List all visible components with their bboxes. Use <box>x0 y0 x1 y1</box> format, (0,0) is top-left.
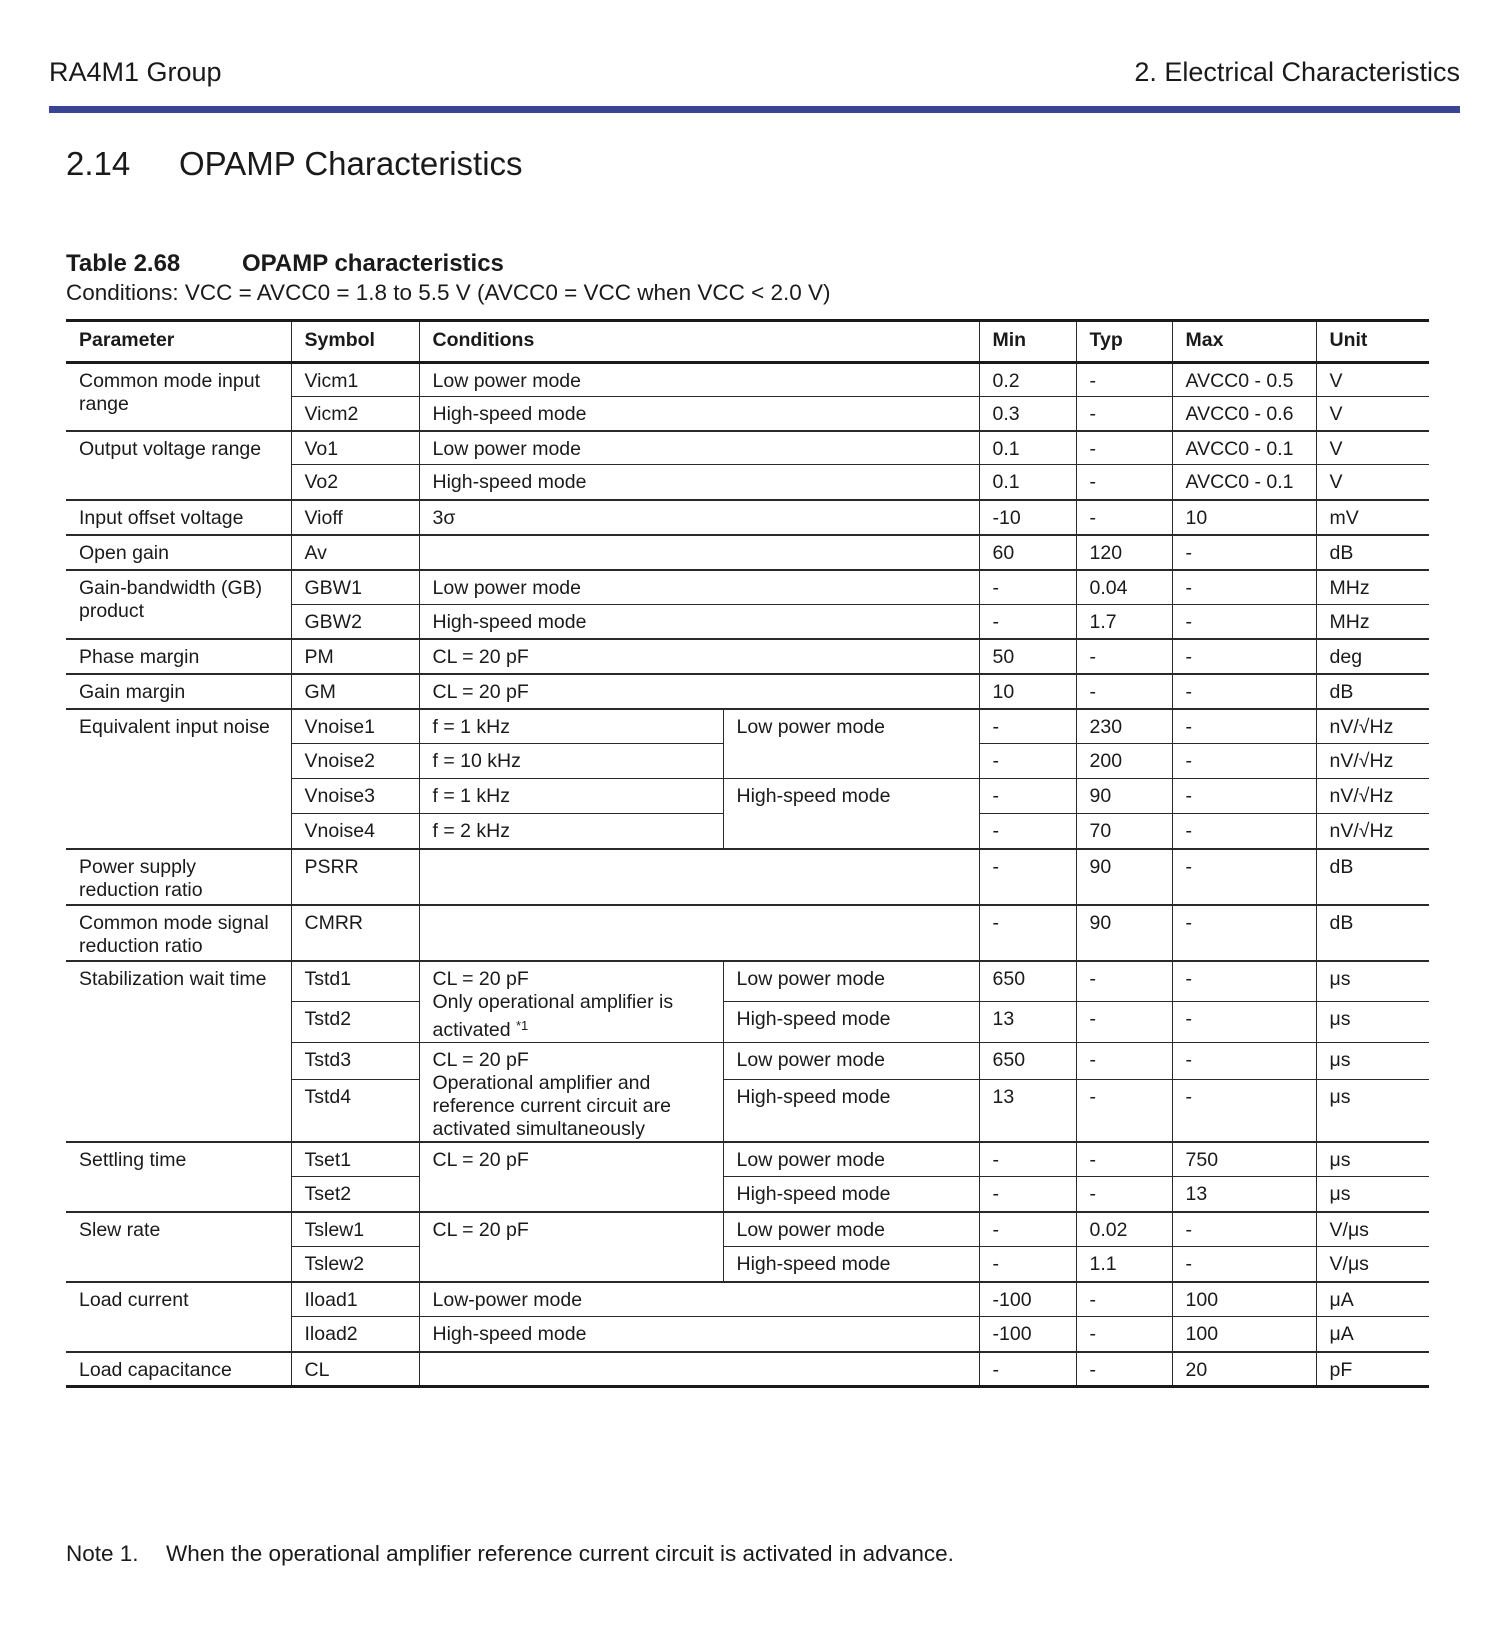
condition-cell <box>419 535 979 570</box>
max-cell: - <box>1172 1042 1316 1079</box>
max-cell: - <box>1172 1247 1316 1282</box>
param-cell: Phase margin <box>66 639 291 674</box>
typ-cell: 200 <box>1076 744 1172 779</box>
min-cell: 13 <box>979 1001 1076 1042</box>
condition-line <box>433 991 711 1042</box>
mode-cell: High-speed mode <box>723 1001 979 1042</box>
unit-cell: nV/√Hz <box>1316 709 1429 744</box>
typ-cell: 1.7 <box>1076 605 1172 639</box>
min-cell: - <box>979 905 1076 961</box>
unit-cell: μs <box>1316 1079 1429 1141</box>
typ-cell: - <box>1076 1042 1172 1079</box>
min-cell: - <box>979 1142 1076 1177</box>
max-cell: 750 <box>1172 1142 1316 1177</box>
typ-cell: - <box>1076 500 1172 535</box>
min-cell: - <box>979 744 1076 779</box>
table-caption <box>66 250 504 278</box>
max-cell: AVCC0 - 0.1 <box>1172 465 1316 500</box>
symbol-cell: CMRR <box>291 905 419 961</box>
col-header-min: Min <box>979 321 1076 363</box>
typ-cell: 1.1 <box>1076 1247 1172 1282</box>
condition-cell: High-speed mode <box>419 465 979 500</box>
max-cell: 100 <box>1172 1282 1316 1317</box>
min-cell: -100 <box>979 1317 1076 1352</box>
condition-cell: CL = 20 pF <box>419 1212 723 1282</box>
typ-cell: - <box>1076 961 1172 1002</box>
note-label: Note 1. <box>66 1541 139 1566</box>
condition-cell: High-speed mode <box>419 605 979 639</box>
condition-cell: f = 1 kHz <box>419 709 723 744</box>
table-conditions: Conditions: VCC = AVCC0 = 1.8 to 5.5 V (AVCC0 = VCC when VCC < 2.0 V) <box>66 280 831 305</box>
max-cell: 10 <box>1172 500 1316 535</box>
unit-cell: dB <box>1316 674 1429 709</box>
symbol-cell: GM <box>291 674 419 709</box>
condition-line: Operational amplifier and reference current circuit are activated simultaneously <box>432 1071 671 1140</box>
symbol-cell: Vnoise1 <box>291 709 419 744</box>
mode-cell: Low power mode <box>723 709 979 779</box>
unit-cell: nV/√Hz <box>1316 744 1429 779</box>
symbol-cell: Vioff <box>291 500 419 535</box>
min-cell: 10 <box>979 674 1076 709</box>
table-row <box>66 535 1429 570</box>
symbol-cell: PM <box>291 639 419 674</box>
min-cell: - <box>979 779 1076 814</box>
mode-cell: High-speed mode <box>723 1079 979 1141</box>
min-cell: - <box>979 605 1076 639</box>
unit-cell: dB <box>1316 905 1429 961</box>
unit-cell: nV/√Hz <box>1316 814 1429 849</box>
max-cell: AVCC0 - 0.1 <box>1172 431 1316 465</box>
param-cell: Output voltage range <box>66 431 291 500</box>
condition-cell: 3σ <box>419 500 979 535</box>
typ-cell: - <box>1076 397 1172 431</box>
unit-cell: MHz <box>1316 605 1429 639</box>
condition-cell: CL = 20 pF <box>419 639 979 674</box>
min-cell: 60 <box>979 535 1076 570</box>
condition-text: Only operational amplifier is activated <box>432 990 674 1041</box>
unit-cell: μs <box>1316 1042 1429 1079</box>
unit-cell: V <box>1316 431 1429 465</box>
max-cell: - <box>1172 605 1316 639</box>
symbol-cell: Vicm2 <box>291 397 419 431</box>
condition-cell: f = 1 kHz <box>419 779 723 814</box>
symbol-cell: Vo2 <box>291 465 419 500</box>
section-heading: OPAMP Characteristics <box>179 145 523 182</box>
symbol-cell: Tset2 <box>291 1177 419 1212</box>
min-cell: 0.1 <box>979 465 1076 500</box>
table-row <box>66 674 1429 709</box>
typ-cell: 90 <box>1076 849 1172 905</box>
param-cell: Power supply reduction ratio <box>66 849 291 905</box>
typ-cell: 230 <box>1076 709 1172 744</box>
typ-cell: - <box>1076 363 1172 397</box>
condition-cell <box>419 905 979 961</box>
condition-cell: Low power mode <box>419 431 979 465</box>
max-cell: - <box>1172 674 1316 709</box>
param-cell: Equivalent input noise <box>66 709 291 849</box>
typ-cell: 70 <box>1076 814 1172 849</box>
col-header-conditions: Conditions <box>419 321 979 363</box>
symbol-cell: Vicm1 <box>291 363 419 397</box>
table-row <box>66 570 1429 605</box>
max-cell: AVCC0 - 0.5 <box>1172 363 1316 397</box>
typ-cell: 90 <box>1076 905 1172 961</box>
symbol-cell: Tset1 <box>291 1142 419 1177</box>
typ-cell: - <box>1076 1001 1172 1042</box>
footnote-marker: *1 <box>515 1017 529 1033</box>
condition-cell: f = 2 kHz <box>419 814 723 849</box>
col-header-max: Max <box>1172 321 1316 363</box>
min-cell: - <box>979 1212 1076 1247</box>
typ-cell: - <box>1076 1282 1172 1317</box>
max-cell: - <box>1172 570 1316 605</box>
max-cell: 100 <box>1172 1317 1316 1352</box>
max-cell: - <box>1172 905 1316 961</box>
typ-cell: - <box>1076 1317 1172 1352</box>
table-row <box>66 849 1429 905</box>
symbol-cell: Vo1 <box>291 431 419 465</box>
symbol-cell: Tstd2 <box>291 1001 419 1042</box>
table-note <box>66 1541 954 1567</box>
condition-cell <box>419 1352 979 1387</box>
param-cell: Load capacitance <box>66 1352 291 1387</box>
section-number: 2.14 <box>66 145 131 182</box>
typ-cell: - <box>1076 639 1172 674</box>
max-cell: - <box>1172 814 1316 849</box>
condition-cell: Low-power mode <box>419 1282 979 1317</box>
col-header-symbol: Symbol <box>291 321 419 363</box>
unit-cell: V <box>1316 465 1429 500</box>
typ-cell: 0.02 <box>1076 1212 1172 1247</box>
mode-cell: High-speed mode <box>723 1247 979 1282</box>
max-cell: - <box>1172 849 1316 905</box>
symbol-cell: Tstd3 <box>291 1042 419 1079</box>
min-cell: - <box>979 1352 1076 1387</box>
col-header-parameter: Parameter <box>66 321 291 363</box>
symbol-cell: Av <box>291 535 419 570</box>
param-cell: Gain margin <box>66 674 291 709</box>
symbol-cell: Vnoise4 <box>291 814 419 849</box>
table-row <box>66 1352 1429 1387</box>
unit-cell: V/μs <box>1316 1212 1429 1247</box>
table-row <box>66 905 1429 961</box>
unit-cell: V <box>1316 363 1429 397</box>
symbol-cell: Vnoise2 <box>291 744 419 779</box>
symbol-cell: Tslew2 <box>291 1247 419 1282</box>
typ-cell: - <box>1076 674 1172 709</box>
max-cell: - <box>1172 1001 1316 1042</box>
symbol-cell: Iload1 <box>291 1282 419 1317</box>
mode-cell: Low power mode <box>723 1042 979 1079</box>
unit-cell: μA <box>1316 1317 1429 1352</box>
unit-cell: μs <box>1316 1001 1429 1042</box>
max-cell: - <box>1172 961 1316 1002</box>
max-cell: - <box>1172 1079 1316 1141</box>
min-cell: - <box>979 709 1076 744</box>
min-cell: -10 <box>979 500 1076 535</box>
typ-cell: - <box>1076 1177 1172 1212</box>
table-row <box>66 639 1429 674</box>
typ-cell: - <box>1076 465 1172 500</box>
table-row <box>66 500 1429 535</box>
max-cell: 13 <box>1172 1177 1316 1212</box>
min-cell: 0.3 <box>979 397 1076 431</box>
symbol-cell: Iload2 <box>291 1317 419 1352</box>
min-cell: 0.2 <box>979 363 1076 397</box>
symbol-cell: Tstd1 <box>291 961 419 1002</box>
min-cell: - <box>979 1177 1076 1212</box>
max-cell: - <box>1172 779 1316 814</box>
unit-cell: μs <box>1316 1177 1429 1212</box>
opamp-characteristics-table <box>66 319 1429 1388</box>
table-row <box>66 1142 1429 1177</box>
header-divider-bar <box>49 106 1460 113</box>
symbol-cell: Tstd4 <box>291 1079 419 1141</box>
table-number: Table 2.68 <box>66 250 181 277</box>
min-cell: 13 <box>979 1079 1076 1141</box>
symbol-cell: GBW1 <box>291 570 419 605</box>
max-cell: - <box>1172 709 1316 744</box>
unit-cell: nV/√Hz <box>1316 779 1429 814</box>
unit-cell: μs <box>1316 961 1429 1002</box>
symbol-cell: GBW2 <box>291 605 419 639</box>
unit-cell: V <box>1316 397 1429 431</box>
min-cell: - <box>979 814 1076 849</box>
table-row <box>66 961 1429 1002</box>
min-cell: 650 <box>979 1042 1076 1079</box>
condition-line: CL = 20 pF <box>432 1048 529 1071</box>
table-row <box>66 709 1429 744</box>
condition-cell: Low power mode <box>419 363 979 397</box>
unit-cell: μs <box>1316 1142 1429 1177</box>
param-cell: Common mode input range <box>66 363 291 431</box>
typ-cell: 90 <box>1076 779 1172 814</box>
max-cell: - <box>1172 535 1316 570</box>
mode-cell: Low power mode <box>723 961 979 1002</box>
table-title: OPAMP characteristics <box>242 250 504 277</box>
condition-cell <box>419 849 979 905</box>
condition-cell: f = 10 kHz <box>419 744 723 779</box>
unit-cell: V/μs <box>1316 1247 1429 1282</box>
min-cell: - <box>979 570 1076 605</box>
min-cell: - <box>979 849 1076 905</box>
param-cell: Gain-bandwidth (GB) product <box>66 570 291 639</box>
max-cell: AVCC0 - 0.6 <box>1172 397 1316 431</box>
min-cell: 50 <box>979 639 1076 674</box>
symbol-cell: Vnoise3 <box>291 779 419 814</box>
document-group-header: RA4M1 Group <box>49 57 222 87</box>
max-cell: - <box>1172 639 1316 674</box>
unit-cell: μA <box>1316 1282 1429 1317</box>
table-row <box>66 1212 1429 1247</box>
unit-cell: MHz <box>1316 570 1429 605</box>
mode-cell: Low power mode <box>723 1212 979 1247</box>
symbol-cell: CL <box>291 1352 419 1387</box>
symbol-cell: Tslew1 <box>291 1212 419 1247</box>
condition-line: CL = 20 pF <box>432 967 529 990</box>
max-cell: - <box>1172 1212 1316 1247</box>
mode-cell: High-speed mode <box>723 1177 979 1212</box>
min-cell: -100 <box>979 1282 1076 1317</box>
table-row <box>66 431 1429 465</box>
min-cell: 0.1 <box>979 431 1076 465</box>
min-cell: - <box>979 1247 1076 1282</box>
note-text: When the operational amplifier reference current circuit is activated in advance. <box>166 1541 954 1566</box>
typ-cell: - <box>1076 1079 1172 1141</box>
typ-cell: - <box>1076 431 1172 465</box>
condition-cell: CL = 20 pF <box>419 1142 723 1212</box>
table-row <box>66 363 1429 397</box>
col-header-unit: Unit <box>1316 321 1429 363</box>
condition-cell <box>419 1042 723 1142</box>
param-cell: Open gain <box>66 535 291 570</box>
condition-cell: Low power mode <box>419 570 979 605</box>
symbol-cell: PSRR <box>291 849 419 905</box>
typ-cell: 120 <box>1076 535 1172 570</box>
unit-cell: dB <box>1316 849 1429 905</box>
typ-cell: - <box>1076 1352 1172 1387</box>
table-header-row <box>66 321 1429 363</box>
max-cell: 20 <box>1172 1352 1316 1387</box>
unit-cell: deg <box>1316 639 1429 674</box>
condition-cell: CL = 20 pF <box>419 674 979 709</box>
unit-cell: mV <box>1316 500 1429 535</box>
min-cell: 650 <box>979 961 1076 1002</box>
param-cell: Load current <box>66 1282 291 1352</box>
chapter-header: 2. Electrical Characteristics <box>1134 57 1460 87</box>
condition-cell: High-speed mode <box>419 1317 979 1352</box>
param-cell: Stabilization wait time <box>66 961 291 1142</box>
param-cell: Settling time <box>66 1142 291 1212</box>
unit-cell: dB <box>1316 535 1429 570</box>
param-cell: Input offset voltage <box>66 500 291 535</box>
section-title <box>66 145 523 183</box>
typ-cell: - <box>1076 1142 1172 1177</box>
condition-cell <box>419 961 723 1043</box>
condition-cell: High-speed mode <box>419 397 979 431</box>
max-cell: - <box>1172 744 1316 779</box>
unit-cell: pF <box>1316 1352 1429 1387</box>
param-cell: Common mode signal reduction ratio <box>66 905 291 961</box>
param-cell: Slew rate <box>66 1212 291 1282</box>
mode-cell: Low power mode <box>723 1142 979 1177</box>
col-header-typ: Typ <box>1076 321 1172 363</box>
typ-cell: 0.04 <box>1076 570 1172 605</box>
mode-cell: High-speed mode <box>723 779 979 849</box>
table-row <box>66 1282 1429 1317</box>
